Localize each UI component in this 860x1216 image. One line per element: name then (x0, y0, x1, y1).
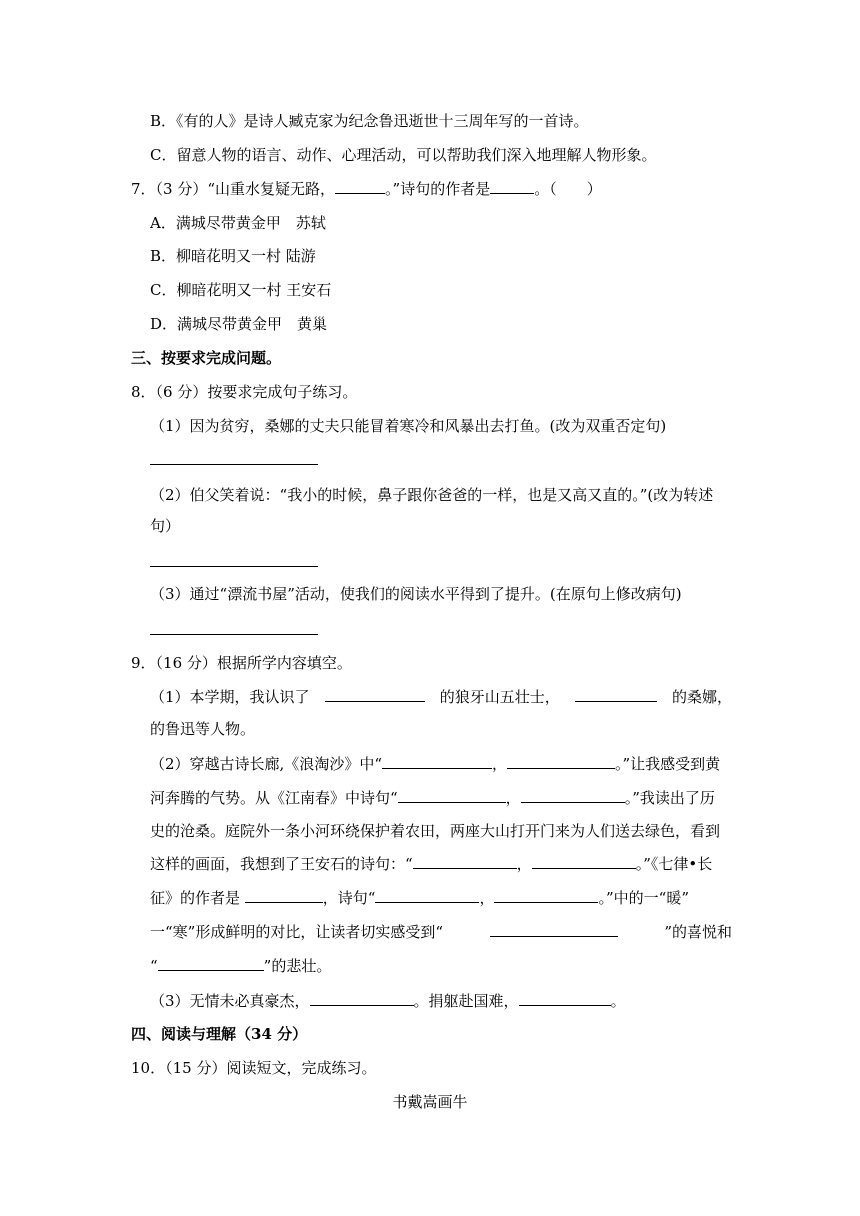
q9-p2-comma-4: ， (479, 889, 495, 907)
q9-p2-text-b: 。”让我感受到黄 (615, 755, 721, 773)
q9-part-2-line-3: 史的沧桑。庭院外一条小河环绕保护着农田，两座大山打开门来为人们送去绿色，看到 (150, 822, 721, 840)
q9-p2-blank-6[interactable] (532, 854, 636, 869)
q9-p2-blank-5[interactable] (413, 854, 517, 869)
q9-p2-line5-text-c: 。”中的一“暖” (598, 889, 689, 907)
q8-sentence-2-line-2: 句） (150, 517, 181, 535)
q9-p3-blank-1[interactable] (310, 991, 414, 1006)
q8-sentence-2-line-1: （2）伯父笑着说：“我小的时候，鼻子跟你爸爸的一样，也是又高又直的。”(改为转述 (150, 486, 714, 504)
q9-p2-comma-1: ， (491, 755, 507, 773)
q9-p2-blank-7[interactable] (245, 888, 323, 903)
q9-p2-blank-4[interactable] (521, 788, 625, 803)
q9-part-2-line-5 (150, 888, 689, 908)
q9-p1-text-c: 的桑娜， (671, 688, 732, 706)
q8-stem: 8．（6 分）按要求完成句子练习。 (131, 383, 358, 401)
q9-stem: 9．（16 分）根据所学内容填空。 (131, 654, 352, 672)
q8-sentence-3: （3）通过“漂流书屋”活动，使我们的阅读水平得到了提升。(在原句上修改病句) (150, 585, 682, 603)
q9-p3-text-b: 。捐躯赴国难， (413, 992, 519, 1010)
q9-p2-line2-text-b: 。”我读出了历 (624, 789, 715, 807)
q7-option-b[interactable]: B．柳暗花明又一村 陆游 (150, 247, 316, 265)
q7-stem (131, 179, 602, 199)
q6-option-c: C．留意人物的语言、动作、心理活动，可以帮助我们深入地理解人物形象。 (150, 146, 657, 164)
q7-stem-part-b: 。”诗句的作者是 (385, 180, 491, 198)
q9-p3-text-a: （3）无情未必真豪杰， (150, 992, 310, 1010)
q8-answer-line-2[interactable] (150, 566, 318, 567)
q9-p2-line6-text-a: 一“寒”形成鲜明的对比，让读者切实感受到“ (150, 923, 444, 941)
q7-option-c[interactable]: C．柳暗花明又一村 王安石 (150, 281, 332, 299)
section-4-title: 四、阅读与理解（34 分） (131, 1025, 308, 1043)
q7-stem-part-c: 。（ ） (534, 180, 602, 198)
q9-p1-blank-2[interactable] (575, 687, 657, 702)
q7-blank-2[interactable] (490, 179, 534, 194)
q9-p2-comma-2: ， (505, 789, 521, 807)
section-3-title: 三、按要求完成问题。 (131, 349, 282, 367)
q9-part-2-line-7 (150, 956, 331, 976)
q9-p2-blank-10[interactable] (490, 922, 618, 937)
q9-part-2-line-1 (150, 754, 720, 774)
q9-p3-text-c: 。 (610, 992, 626, 1010)
q9-p2-line6-text-b: ”的喜悦和 (664, 923, 732, 941)
q9-p2-line5-text-b: ，诗句“ (322, 889, 376, 907)
q9-part-3 (150, 991, 626, 1011)
q9-p2-line4-text-b: 。”《七律•长 (635, 855, 713, 873)
q8-answer-line-3[interactable] (150, 634, 318, 635)
q7-option-d[interactable]: D．满城尽带黄金甲 黄巢 (150, 315, 328, 333)
q9-p1-text-b: 的狼牙山五壮士， (439, 688, 560, 706)
q8-answer-line-1[interactable] (150, 464, 318, 465)
q9-p2-blank-9[interactable] (494, 888, 598, 903)
q9-p2-line7-text-a: “ (150, 957, 158, 975)
q9-part-1-line-2: 的鲁迅等人物。 (150, 720, 256, 738)
q6-option-b: B．《有的人》是诗人臧克家为纪念鲁迅逝世十三周年写的一首诗。 (150, 112, 589, 130)
q9-p2-comma-3: ， (516, 855, 532, 873)
q9-p2-blank-3[interactable] (398, 788, 506, 803)
q9-p2-blank-8[interactable] (375, 888, 479, 903)
q9-p2-line7-text-b: ”的悲壮。 (263, 957, 332, 975)
q9-p2-line5-text-a: 征》的作者是 (150, 889, 241, 907)
q9-p1-text-a: （1）本学期，我认识了 (150, 688, 310, 706)
q9-p2-blank-1[interactable] (382, 754, 492, 769)
q9-p2-text-a: （2）穿越古诗长廊,《浪淘沙》中“ (150, 755, 382, 773)
q7-option-a[interactable]: A．满城尽带黄金甲 苏轼 (150, 214, 326, 232)
q9-p2-line2-text-a: 河奔腾的气势。从《江南春》中诗句“ (150, 789, 398, 807)
q9-p3-blank-2[interactable] (519, 991, 611, 1006)
q9-part-2-line-6 (150, 922, 732, 942)
q9-p1-blank-1[interactable] (325, 687, 425, 702)
q9-part-1-line-1 (150, 687, 732, 707)
q8-sentence-1: （1）因为贫穷，桑娜的丈夫只能冒着寒冷和风暴出去打鱼。(改为双重否定句) (150, 417, 667, 435)
q9-part-2-line-4 (150, 854, 712, 874)
q9-p2-line4-text-a: 这样的画面，我想到了王安石的诗句：“ (150, 855, 413, 873)
q10-stem: 10．（15 分）阅读短文，完成练习。 (131, 1059, 377, 1077)
passage-title: 书戴嵩画牛 (392, 1093, 468, 1111)
q7-stem-part-a: 7．（3 分）“山重水复疑无路， (131, 180, 336, 198)
q9-p2-blank-11[interactable] (158, 956, 264, 971)
q9-part-2-line-2 (150, 788, 715, 808)
q7-blank-1[interactable] (335, 179, 385, 194)
q9-p2-blank-2[interactable] (507, 754, 615, 769)
